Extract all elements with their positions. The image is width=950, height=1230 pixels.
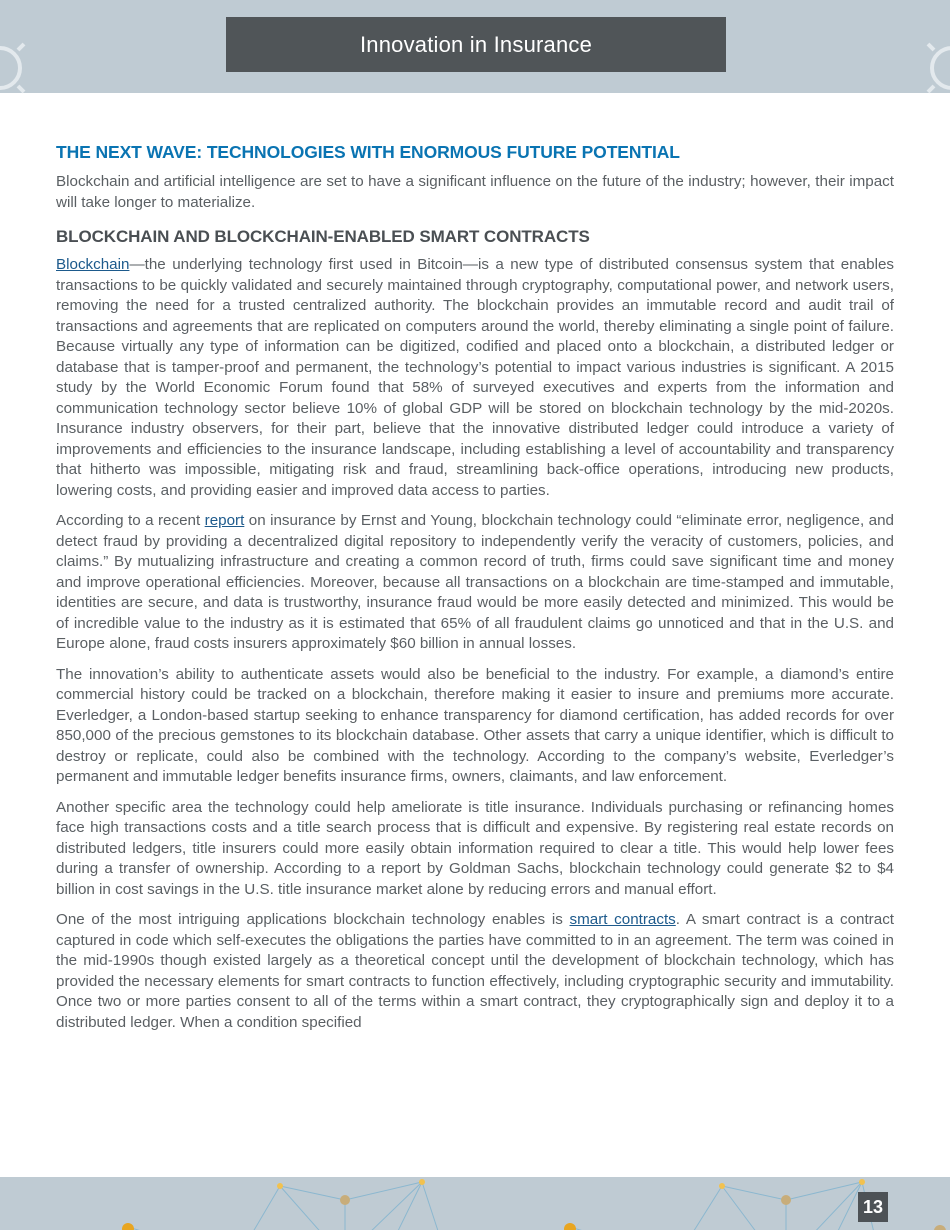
gear-decoration-icon	[922, 38, 950, 98]
document-title-text: Innovation in Insurance	[359, 31, 593, 57]
paragraph-title-insurance: Another specific area the technology could help ameliorate is title insurance. Individuals purchasing or refinancing homes face high transactions costs and a title search process that is difficult and expensive. By registering real estate records on distributed ledgers, title insurers could more easily obtain information required to clear a title. This would help lower fees during a transfer of ownership. According to a report by Goldman Sachs, blockchain technology could generate $2 to $4 billion in cost savings in the U.S. title insurance market alone by reducing errors and manual effort.	[56, 798, 894, 898]
header-band	[0, 0, 950, 93]
network-decoration-icon	[0, 1177, 950, 1230]
paragraph-text: According to a recent	[56, 512, 205, 529]
paragraph-text: One of the most intriguing applications blockchain technology enables is	[56, 911, 570, 928]
paragraph-blockchain	[56, 255, 894, 501]
page-number-text: 13	[862, 1196, 884, 1217]
footer-band	[0, 1177, 950, 1230]
page-number	[858, 1192, 888, 1222]
paragraph-text: —the underlying technology first used in Bitcoin—is a new type of distributed consensus system that enables transactions to be quickly validated and securely maintained through cryptography, computational power, and network users, removing the need for a trusted centralized authority. The blockchain provides an immutable record and audit trail of transactions and agreements that are replicated on computers around the world, thereby eliminating a single point of failure. Because virtually any type of information can be digitized, codified and placed onto a blockchain, a distributed ledger or database that is tamper-proof and permanent, the technology’s potential to impact various industries is significant. A 2015 study by the World Economic Forum found that 58% of surveyed executives and experts from the information and communication technology sector believe 10% of global GDP will be stored on blockchain technology by the mid-2020s. Insurance industry observers, for their part, believe that the innovative distributed ledger could introduce a variety of improvements and efficiencies to the insurance landscape, including establishing a level of accountability and transparency that hitherto was impossible, mitigating risk and fraud, streamlining back-office operations, introducing new products, lowering costs, and providing easier and improved data access to parties.	[56, 256, 894, 499]
section-intro: Blockchain and artificial intelligence are set to have a significant influence on the future of the industry; however, their impact will take longer to materialize.	[56, 173, 894, 211]
document-title	[226, 17, 726, 72]
paragraph-text: . A smart contract is a contract captured in code which self-executes the obligations the parties have committed to in an agreement. The term was coined in the mid-1990s though existed largely as a theoretical concept until the development of blockchain technology, which has provided the necessary elements for smart contracts to function effectively, including cryptographic security and immutability. Once two or more parties consent to all of the terms within a smart contract, they cryptographically sign and deploy it to a distributed ledger. When a condition specified	[56, 911, 895, 1031]
smart-contracts-link[interactable]: smart contracts	[569, 911, 676, 928]
report-link[interactable]: report	[204, 512, 245, 529]
paragraph-ernst-young	[56, 511, 894, 655]
page-content	[56, 142, 894, 1043]
paragraph-assets: The innovation’s ability to authenticate assets would also be beneficial to the industry. For example, a diamond’s entire commercial history could be tracked on a blockchain, therefore making it easier to insure and premiums more accurate. Everledger, a London-based startup seeking to enhance transparency for diamond certification, has added records for over 850,000 of the precious gemstones to its blockchain database. Other assets that carry a unique identifier, which is difficult to destroy or replicate, could also be combined with the technology. According to the company’s website, Everledger’s permanent and immutable ledger benefits insurance firms, owners, claimants, and law enforcement.	[56, 665, 894, 785]
gear-decoration-icon	[0, 38, 30, 98]
subsection-heading: BLOCKCHAIN AND BLOCKCHAIN-ENABLED SMART CONTRACTS	[56, 227, 590, 246]
blockchain-link[interactable]: Blockchain	[56, 256, 130, 273]
paragraph-text: on insurance by Ernst and Young, blockchain technology could “eliminate error, negligence, and detect fraud by providing a decentralized digital repository to independently verify the veracity of customers, policies, and claims.” By mutualizing infrastructure and creating a common record of truth, firms could save significant time and money and improve operational efficiencies. Moreover, because all transactions on a blockchain are time-stamped and immutable, identities are secure, and data is trustworthy, insurance fraud would be more easily detected and minimized. This would be of incredible value to the industry as it is estimated that 65% of all fraudulent claims go unnoticed and that in the U.S. and Europe alone, fraud costs insurers approximately $60 billion in annual losses.	[56, 512, 894, 652]
paragraph-smart-contracts	[56, 910, 894, 1033]
section-heading: THE NEXT WAVE: TECHNOLOGIES WITH ENORMOUS FUTURE POTENTIAL	[56, 142, 680, 162]
